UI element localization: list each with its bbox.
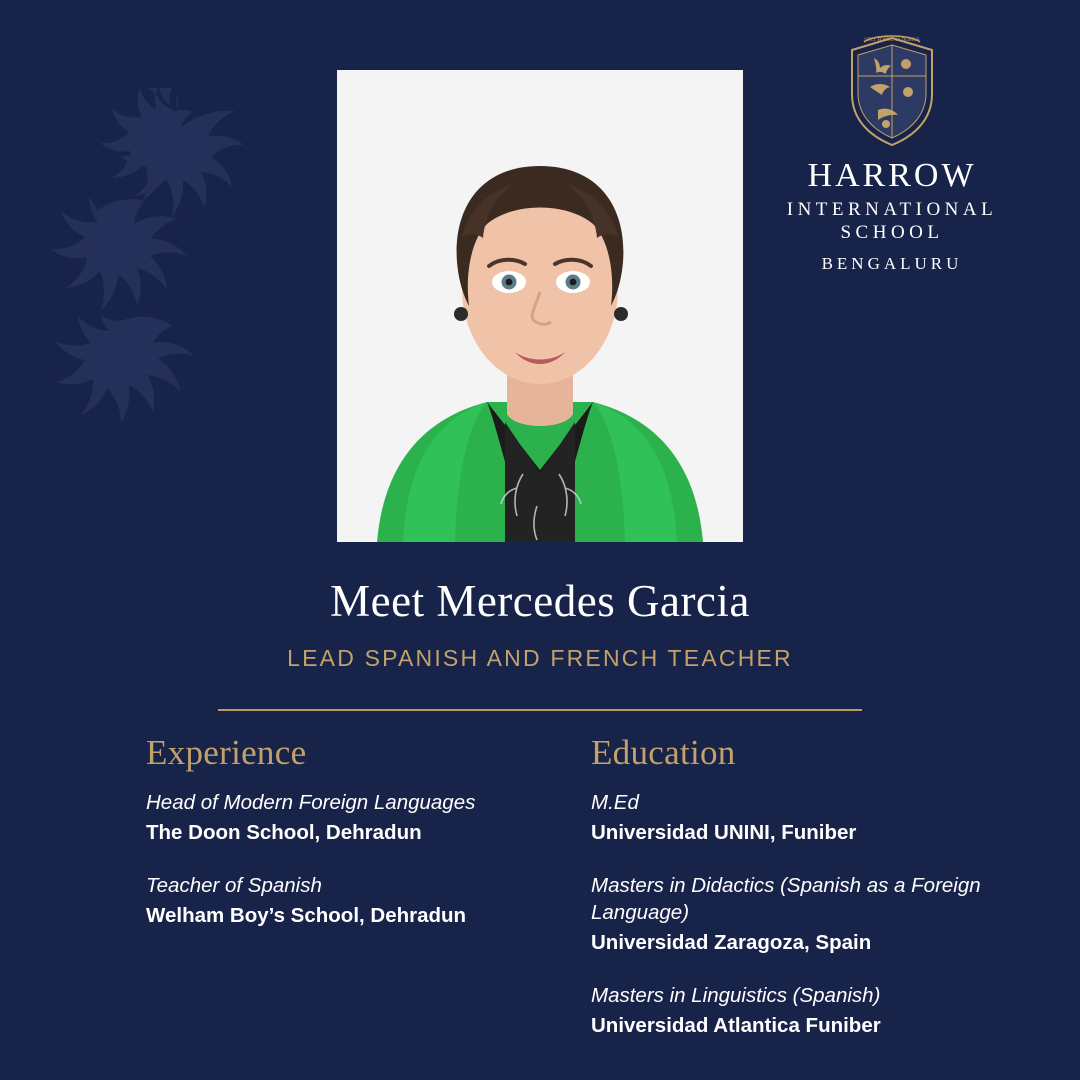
logo-text-international: INTERNATIONAL [786, 198, 998, 220]
entry-org: Welham Boy’s School, Dehradun [146, 904, 467, 928]
harrow-crest-icon [844, 32, 940, 150]
svg-text:STET FORTUNA DOMUS: STET FORTUNA DOMUS [864, 38, 920, 43]
entry-org: Universidad UNINI, Funiber [591, 821, 857, 845]
entry-org: Universidad Zaragoza, Spain [591, 931, 872, 955]
page-subtitle: LEAD SPANISH AND FRENCH TEACHER [287, 645, 793, 671]
entry-role: Head of Modern Foreign Languages [146, 791, 476, 814]
experience-entry [146, 789, 591, 846]
experience-column [146, 733, 591, 1065]
divider [218, 709, 862, 711]
entry-role: Teacher of Spanish [146, 874, 322, 898]
lion-rampant-icon [28, 70, 298, 440]
education-entry [591, 872, 1031, 956]
logo-text-school: SCHOOL [840, 222, 944, 244]
details-columns [0, 733, 1080, 1065]
entry-role: Masters in Linguistics (Spanish) [591, 984, 881, 1008]
portrait-photo [337, 70, 743, 542]
entry-role: Masters in Didactics (Spanish as a Foreign Language) [591, 874, 981, 925]
experience-entry [146, 872, 591, 929]
experience-title: Experience [146, 733, 307, 772]
logo-text-harrow: HARROW [807, 157, 977, 194]
education-entry [591, 982, 1031, 1039]
entry-org: Universidad Atlantica Funiber [591, 1014, 881, 1038]
entry-org: The Doon School, Dehradun [146, 821, 422, 845]
entry-role: M.Ed [591, 791, 639, 814]
page-title: Meet Mercedes Garcia [330, 576, 750, 626]
education-entry [591, 789, 1031, 846]
logo-text-city: BENGALURU [821, 254, 963, 274]
school-logo [762, 32, 1022, 274]
education-column [591, 733, 1031, 1065]
education-title: Education [591, 733, 736, 772]
